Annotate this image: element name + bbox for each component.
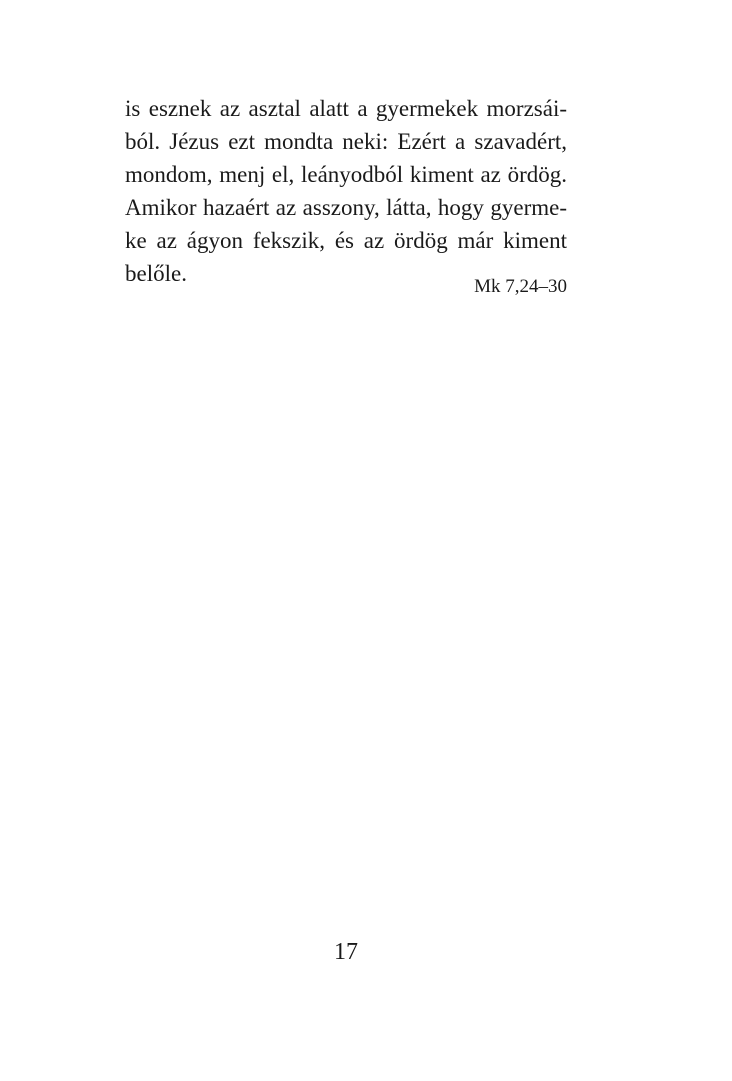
- body-text: [125, 92, 567, 290]
- text-line: Amikor hazaért az asszony, látta, hogy gyerme-: [125, 195, 567, 220]
- text-line: belőle.: [125, 261, 187, 286]
- text-line: is esznek az asztal alatt a gyermekek morzsái-: [125, 96, 567, 121]
- scripture-reference: Mk 7,24–30: [474, 276, 567, 297]
- text-line: ból. Jézus ezt mondta neki: Ezért a szavadért,: [125, 129, 567, 154]
- text-line: mondom, menj el, leányodból kiment az ördög.: [125, 162, 567, 187]
- text-line: ke az ágyon fekszik, és az ördög már kiment: [125, 228, 567, 253]
- page-number: 17: [334, 939, 358, 965]
